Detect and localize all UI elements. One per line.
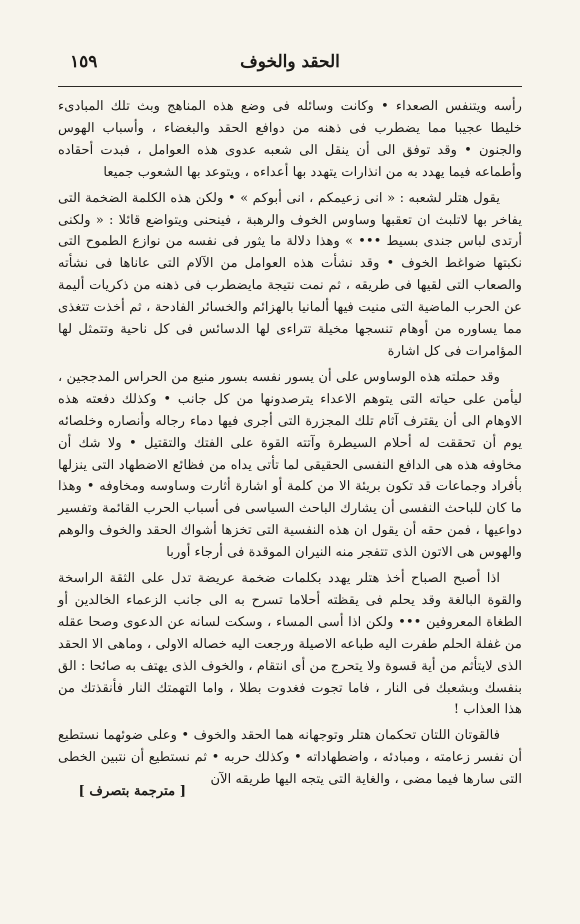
translation-note: [ مترجمة بتصرف ] [78,784,186,799]
paragraph: فالقوتان اللتان تحكمان هتلر وتوجهانه هما الحقد والخوف • وعلى ضوئهما نستطيع أن نفسر زعامته ، ومبادئه ، واضطهاداته • وكذلك حربه • ثم نستطيع أن نتبين الخطى التى سارها فيما مضى ، والغاية التى يتجه اليها طريقه الآن [58,728,522,788]
paragraph: يقول هتلر لشعبه : « انى زعيمكم ، انى أبوكم » • ولكن هذه الكلمة الضخمة التى يفاخر بها لاتلبث ان تعقبها وساوس الخوف والرهبة ، فينحنى ويتواضع قائلا : « ولكنى أرتدى لباس جندى بسيط ••• » وهذا دلالة ما يثور فى نفسه من نوازع الطموح التى نكبتها ضواغط الخوف • وقد نشأت هذه العوامل من الآلام التى عاناها فى نشأته والصعاب التى لقيها فى طريقه ، ثم نمت نتيجة مايضطرب فى ذهنه من ذكريات أليمة عن الحرب الماضية التى منيت فيها ألمانيا بالهزائم والخسائر الفادحة ، ثم أخذت تتغذى مما يساوره من أوهام تنسجها مخيلة تتراءى لها الدسائس فى كل ناحية وتتمثل لها المؤامرات فى كل اشارة [58,190,522,359]
paragraph: وقد حملته هذه الوساوس على أن يسور نفسه بسور منيع من الحراس المدججين ، ليأمن على حياته التى يتوهم الاعداء يترصدونها من كل جانب • وكذلك دفعته هذه الاوهام الى أن يقترف آثام تلك المجزرة التى أجرى فيها دماء رجاله وأنصاره وخلصائه يوم أن تحققت له أحلام السيطرة وآتته القوة على الفتك والتقتيل • ولا شك أن مخاوفه هذه هى الدافع النفسى الحقيقى لما تأتى يداه من فظائع الاضطهاد التى ينزلها بأفراد وجماعات قد تكون بريئة الا من كلمة أو اشارة أثارت وساوسه ومخاوفه • وهذا ما كان للباحث النفسى أن يشارك الباحث السياسى فى أسباب الحرب القائمة وتفسير دواعيها ، فمن حقه أن يقول ان هذه النفسية التى تخزها أشواك الحقد والخوف والوهم والهوس هى الاتون الذى تتفجر منه النيران الموقدة فى أرجاء أوربا [58,369,522,561]
paragraph: رأسه ويتنفس الصعداء • وكانت وسائله فى وضع هذه المناهج وبث تلك المبادىء خليطا عجيبا مما يضطرب فى ذهنه من دوافع الحقد والبغضاء ، وأسباب الهوس والجنون • وقد توفق الى أن ينقل الى شعبه عدوى هذه العوامل ، فبدت أحقاده وأطماعه فيما يهدد به من انذارات يتهدد بها أعداءه ، ويتوعد بها الشعوب جميعا [58,99,522,180]
running-title: الحقد والخوف [240,52,340,72]
header-rule [58,86,522,87]
page-number: ١٥٩ [70,52,98,72]
article-body [58,96,522,795]
paragraph: اذا أصبح الصباح أخذ هتلر يهدد بكلمات ضخمة عريضة تدل على الثقة الراسخة والقوة البالغة وقد يحلم فى يقظته أحلاما تسرح به الى جانب الزعماء الخالدين أو الطغاة المعروفين ••• ولكن اذا أسى المساء ، وسكت لسانه عن الدعوى وصحا عقله من غفلة الحلم طفرت اليه طباعه الاصيلة ورجعت اليه خصاله الاولى ، وماهى الا الحقد الذى لايتأثم من أية قسوة ولا يتحرج من أى انتقام ، والخوف الذى يهتف به صائحا : الق بنفسك وبشعبك فى النار ، فاما تجوت فغدوت بطلا ، واما التهمتك النار فأنقذتك من هذا العذاب ! [58,571,522,718]
page-header [58,52,522,80]
